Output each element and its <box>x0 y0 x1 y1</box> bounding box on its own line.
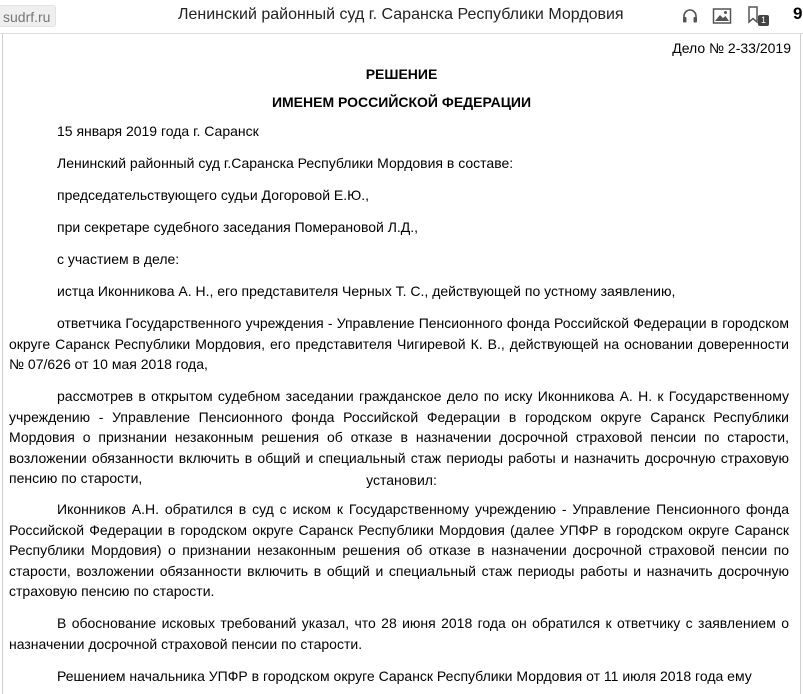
document-subtitle: ИМЕНЕМ РОССИЙСКОЙ ФЕДЕРАЦИИ <box>271 94 532 110</box>
body-text <box>9 499 789 686</box>
established-heading: установил: <box>366 472 437 488</box>
paragraph-participants: с участием в деле: <box>57 251 180 267</box>
case-number: Дело № 2-33/2019 <box>672 40 791 56</box>
document-header-title: Ленинский районный суд г. Саранска Республики Мордовия <box>178 6 624 23</box>
paragraph-plaintiff: истца Иконникова А. Н., его представителя Черных Т. С., действующей по устному заявлению, <box>57 283 676 299</box>
paragraph-date: 15 января 2019 года г. Саранск <box>57 123 259 139</box>
more-icon[interactable]: 9 <box>793 4 803 23</box>
intro-text <box>9 121 789 489</box>
paragraph-judge: председательствующего судьи Догоровой Е.Ю., <box>57 187 370 203</box>
paragraph-considered: рассмотрев в открытом судебном заседании гражданское дело по иску Иконникова А. Н. к Государственному учреждению - Управление Пенсионного фонда Российской Федерации в городском округе Саранск Республики Мордовия о признании незаконным решения об отказе в назначении досрочной страховой пенсии по старости, возложении обязанности включить в общий и специальный стаж периоды работы и назначить досрочную страховую пенсию по старости, <box>9 388 789 486</box>
paragraph-grounds: В обоснование исковых требований указал, что 28 июня 2018 года он обратился к ответчику с заявлением о назначении досрочной страховой пенсии по старости. <box>9 615 789 652</box>
top-bar <box>0 0 803 34</box>
site-link[interactable]: sudrf.ru <box>0 5 56 27</box>
paragraph-secretary: при секретаре судебного заседания Померановой Л.Д., <box>57 219 419 235</box>
paragraph-decision: Решением начальника УПФР в городском округе Саранск Республики Мордовия от 11 июля 2018 года ему <box>57 667 752 684</box>
bookmark-count-badge: 1 <box>758 15 769 26</box>
image-icon[interactable] <box>712 7 732 25</box>
headphones-icon[interactable] <box>681 7 699 25</box>
document-title: РЕШЕНИЕ <box>365 66 438 82</box>
paragraph-defendant: ответчика Государственного учреждения - Управление Пенсионного фонда Российской Федерации в городском округе Саранск Республики Мордовия, его представителя Чигиревой К. В., действующей на основании доверенности № 07/626 от 10 мая 2018 года, <box>9 315 789 372</box>
paragraph-court: Ленинский районный суд г.Саранска Республики Мордовия в составе: <box>57 155 514 171</box>
paragraph-claim: Иконников А.Н. обратился в суд с иском к Государственному учреждению - Управление Пенсионного фонда Российской Федерации в городском округе Саранск Республики Мордовия (далее УПФР в городском округе Саранск Республики Мордовия) о признании незаконным решения об отказе в назначении досрочной страховой пенсии по старости, возложении обязанности включить в общий и специальный стаж периоды работы и назначить досрочную страховую пенсию по старости. <box>9 501 789 599</box>
